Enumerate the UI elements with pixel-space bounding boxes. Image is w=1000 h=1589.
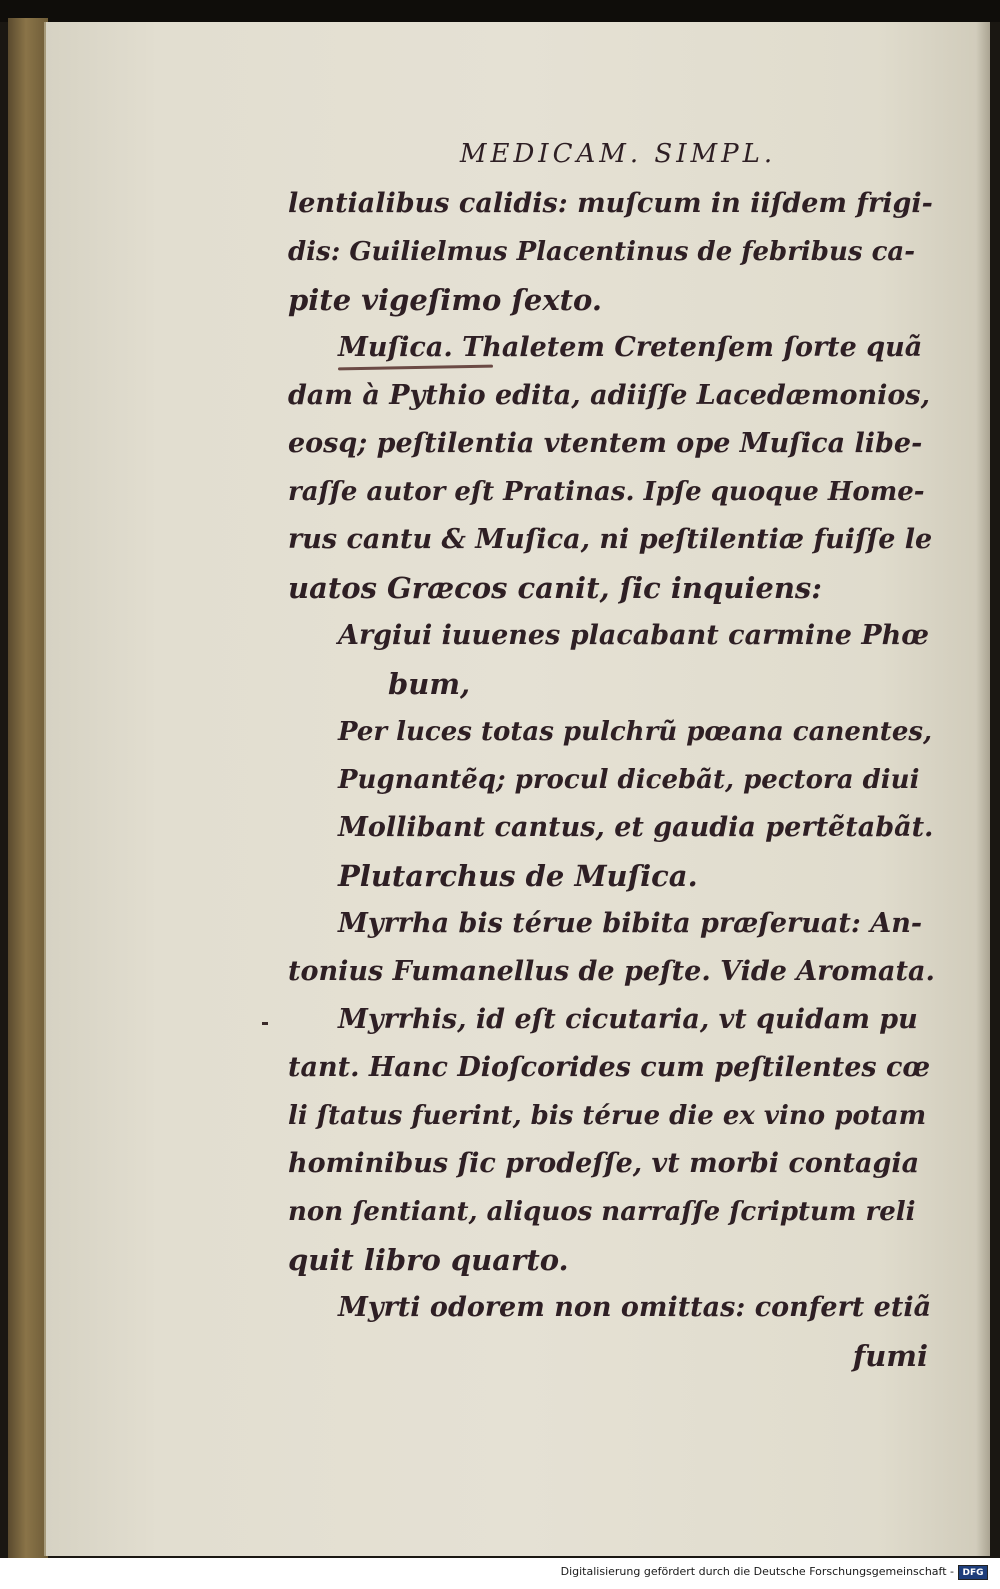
text-line: tonius Fumanellus de peſte. Vide Aromata. <box>288 956 935 987</box>
text-line: Muſica. Thaletem Cretenſem ſorte quã <box>338 332 923 363</box>
text-line: lentialibus calidis: muſcum in iiſdem frigi- <box>288 188 933 219</box>
digitization-footer <box>0 1558 1000 1589</box>
verse-line: Argiui iuuenes placabant carmine Phœ <box>338 620 930 651</box>
text-line: raſſe autor eſt Pratinas. Ipſe quoque Home- <box>288 477 925 507</box>
text-line: tant. Hanc Dioſcorides cum peſtilentes cœ <box>288 1052 931 1083</box>
text-line: eosq; peſtilentia vtentem ope Muſica libe- <box>288 428 923 459</box>
text-line: non ſentiant, aliquos narraſſe ſcriptum reli <box>288 1197 916 1227</box>
book-spine-edge <box>8 18 48 1558</box>
catchword: fumi <box>852 1339 928 1373</box>
verse-line: Plutarchus de Muſica. <box>338 859 698 893</box>
text-line: dam à Pythio edita, adiiſſe Lacedæmonios, <box>288 380 930 411</box>
text-line: uatos Græcos canit, ſic inquiens: <box>288 571 822 605</box>
funding-credit: Digitalisierung gefördert durch die Deutsche Forschungsgemeinschaft - <box>560 1565 954 1578</box>
verse-line: bum, <box>388 667 471 701</box>
text-line: pite vigeſimo ſexto. <box>288 283 602 317</box>
text-line: dis: Guilielmus Placentinus de febribus ca- <box>288 237 916 267</box>
text-line: Myrrhis, id eſt cicutaria, vt quidam pu <box>338 1004 918 1035</box>
text-line: Myrti odorem non omittas: confert etiã <box>338 1292 932 1323</box>
dfg-logo-icon: DFG <box>958 1565 988 1580</box>
text-line: Myrrha bis térue bibita præſeruat: An- <box>338 908 923 939</box>
margin-mark <box>262 1022 268 1025</box>
text-line: li ſtatus fuerint, bis térue die ex vino potam <box>288 1101 927 1131</box>
verse-line: Mollibant cantus, et gaudia pertẽtabãt. <box>338 812 934 843</box>
scan-top-edge <box>0 0 1000 22</box>
verse-line: Pugnantẽq; procul dicebãt, pectora diui <box>338 765 920 795</box>
text-line: rus cantu & Muſica, ni peſtilentiæ fuiſſe le <box>288 524 933 555</box>
page-text <box>288 128 938 1380</box>
running-head: MEDICAM. SIMPL. <box>459 139 777 169</box>
verse-line: Per luces totas pulchrũ pœana canentes, <box>338 717 933 747</box>
text-line: hominibus ſic prodeſſe, vt morbi contagia <box>288 1148 920 1179</box>
text-line: quit libro quarto. <box>288 1243 569 1277</box>
